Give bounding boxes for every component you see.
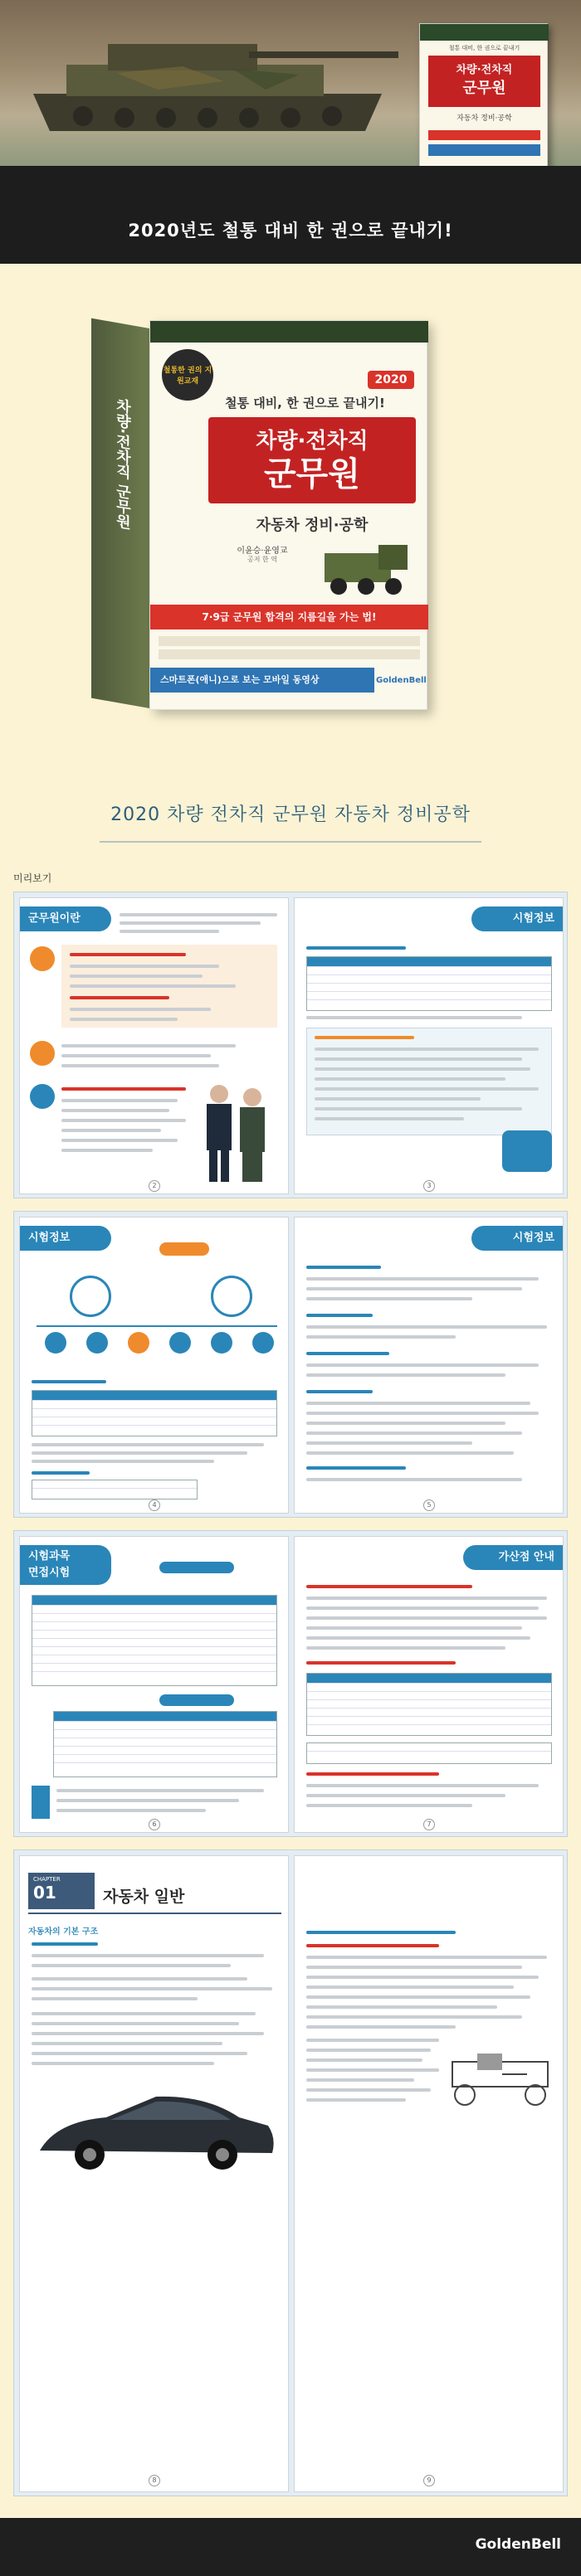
page-heading: 시험정보: [471, 906, 563, 931]
subject-table: [32, 1595, 277, 1686]
book-title-line2: 군무원: [264, 455, 360, 493]
preview-spread-1: [13, 892, 568, 1198]
section-heading: 자동차의 기본 구조: [28, 1927, 99, 1937]
car-illustration: [32, 2080, 281, 2180]
headline-banner: [0, 166, 581, 264]
schedule-table: [32, 1390, 277, 1436]
book-tagline: 철통 대비, 한 권으로 끝내기!: [225, 396, 385, 411]
spine-title: 차량·전차직 군무원: [114, 396, 131, 531]
subject-table-2: [53, 1711, 277, 1777]
page-heading: [20, 1545, 111, 1585]
book-cover: [149, 320, 427, 710]
main-book: [91, 320, 427, 710]
hero-book: [419, 23, 548, 166]
chapter-badge: CHAPTER 01: [28, 1873, 95, 1909]
series-badge: 철통한 권의 지원교재: [162, 349, 213, 401]
page-heading: 군무원이란: [20, 906, 111, 931]
section-title: 2020 차량 전차직 군무원 자동차 정비공학: [110, 804, 471, 825]
book-strip2: 스마트폰(애니)으로 보는 모바일 동영상: [150, 668, 374, 693]
page-right-3: 가산점 안내 7: [294, 1536, 564, 1833]
footer-logo: GoldenBell: [475, 2536, 561, 2553]
book-subtitle: 자동차 정비·공학: [256, 517, 369, 534]
book-strip1: 7·9급 군무원 합격의 지름길을 가는 법!: [150, 605, 428, 629]
page-left-2: 시험정보 4: [19, 1217, 289, 1514]
page-left-3: 시험과목 면접시험 6: [19, 1536, 289, 1833]
page-right-4: 9: [294, 1855, 564, 2492]
page-heading-line1: 시험과목: [28, 1550, 71, 1563]
bonus-table: [306, 1673, 552, 1736]
chassis-illustration: [444, 2037, 556, 2112]
preview-label: 미리보기: [13, 872, 52, 884]
page-right-2: 시험정보 5: [294, 1217, 564, 1514]
book-authors: 이윤승·윤영교: [237, 547, 288, 556]
footer: [0, 2518, 581, 2576]
page-right-1: 시험정보 3: [294, 897, 564, 1194]
banner-headline: 2020년도 철통 대비 한 권으로 끝내기!: [128, 221, 453, 241]
book-authors-role: 공저 한 역: [247, 556, 277, 563]
page-left-4: CHAPTER 01 자동차 일반 자동차의 기본 구조 8: [19, 1855, 289, 2492]
tank-illustration: [17, 15, 398, 139]
book-publisher: GoldenBell: [376, 676, 427, 685]
page-heading: 가산점 안내: [463, 1545, 563, 1570]
info-table: [306, 956, 552, 1011]
divider: [100, 841, 481, 843]
page-heading-line2: 면접시험: [28, 1567, 71, 1579]
preview-spread-3: [13, 1530, 568, 1837]
exam-table: [32, 1480, 198, 1499]
book-spine: [91, 318, 149, 708]
chapter-title: 자동차 일반: [103, 1888, 185, 1906]
page-left-1: 군무원이란 2: [19, 897, 289, 1194]
hero-photo: [0, 0, 581, 166]
page-heading: 시험정보: [471, 1226, 563, 1251]
mini-book-subtitle: 자동차 정비·공학: [456, 114, 512, 123]
mini-book-tagline: 철통 대비, 한 권으로 끝내기: [448, 45, 520, 51]
book-title-block: [208, 417, 416, 503]
page-heading: 시험정보: [20, 1226, 111, 1251]
truck-illustration: [320, 537, 412, 599]
bonus-table-2: [306, 1742, 552, 1764]
officer-illustration: [194, 1081, 277, 1184]
mini-book-title: 차량·전차직 군무원: [428, 56, 540, 107]
year-badge: 2020: [368, 371, 414, 389]
book-title-line1: 차량·전차직: [256, 429, 369, 454]
preview-spread-2: [13, 1211, 568, 1518]
preview-spread-4: [13, 1849, 568, 2496]
